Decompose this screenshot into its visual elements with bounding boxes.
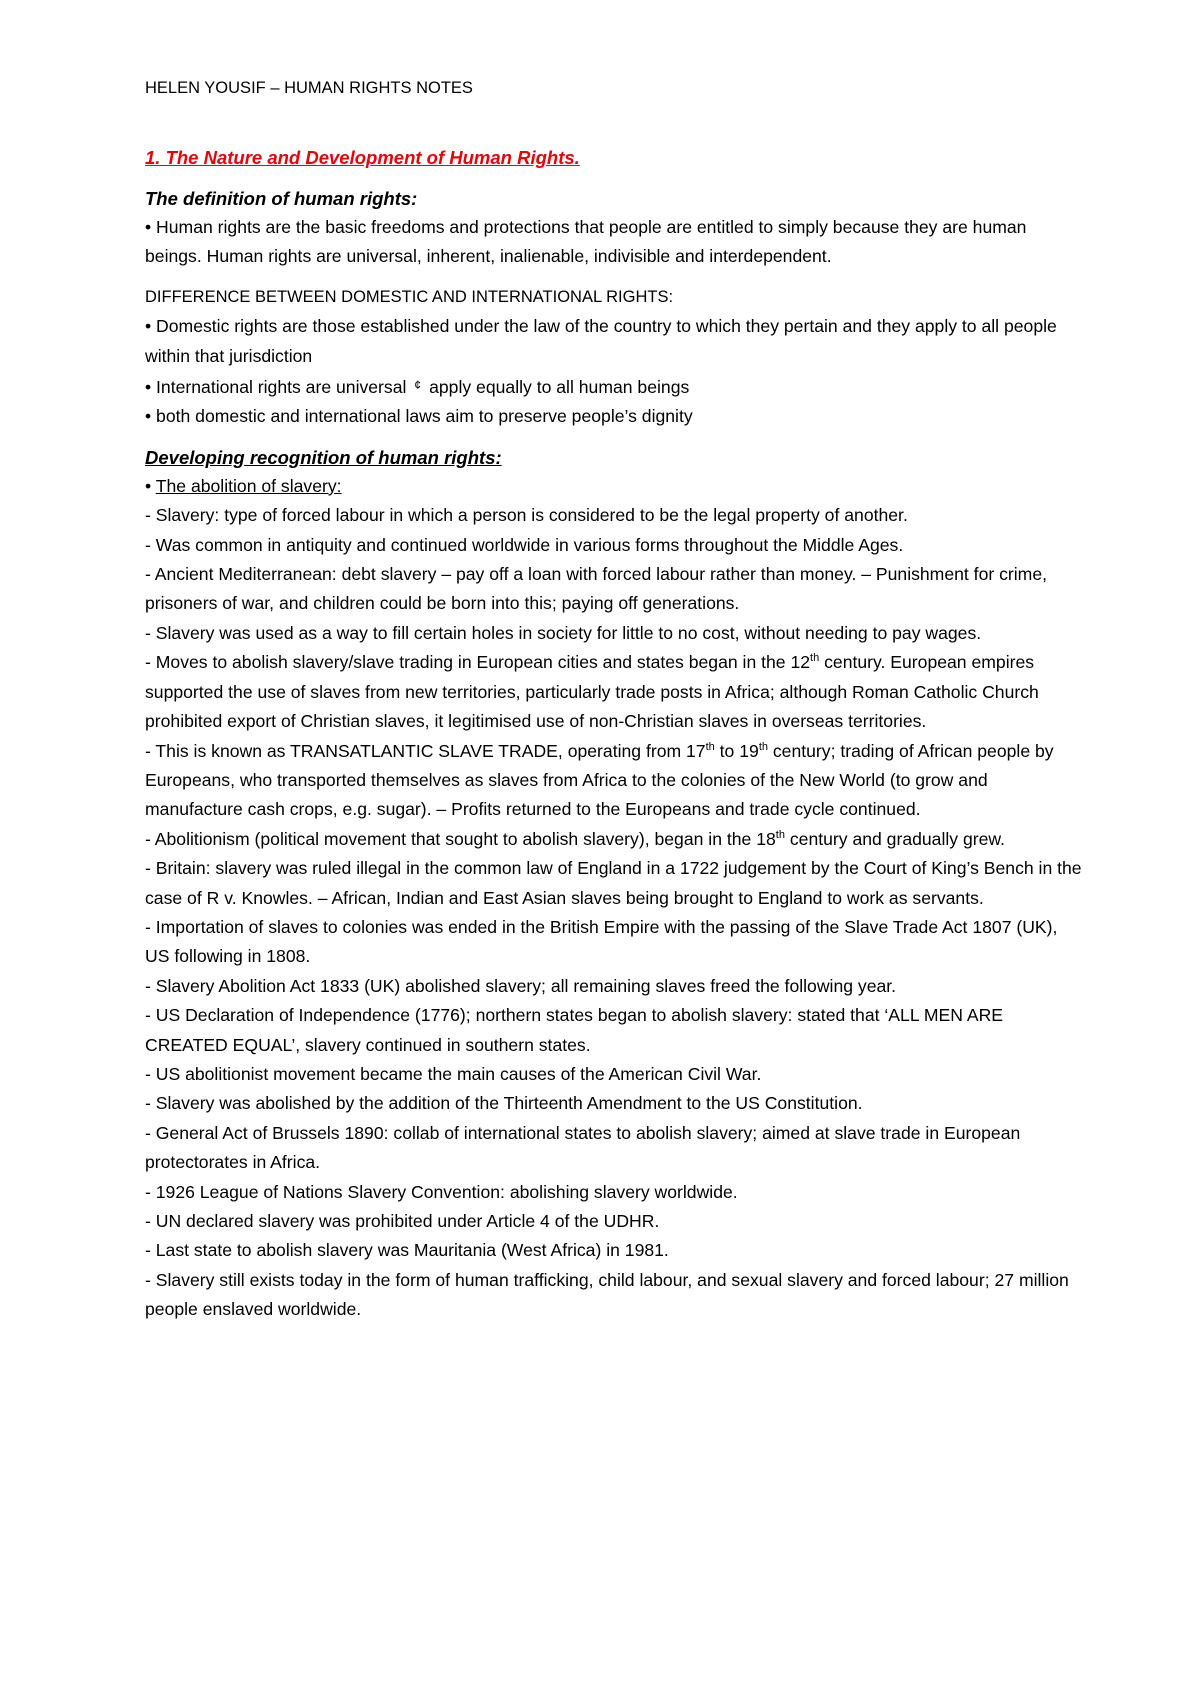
slavery-line-14: - General Act of Brussels 1890: collab of international states to abolish slavery; aimed at slave trade in European protectorates in Africa. (145, 1122, 1021, 1173)
slavery-line-9: - Importation of slaves to colonies was ended in the British Empire with the passing of the Slave Trade Act 1807 (UK), US following in 1808. (145, 916, 1058, 967)
difference-bullet-dignity: • both domestic and international laws aim to preserve people’s dignity (145, 406, 693, 427)
slavery-line-6 (145, 737, 1085, 825)
slavery-line-10: - Slavery Abolition Act 1833 (UK) abolished slavery; all remaining slaves freed the following year. (145, 975, 897, 996)
slavery-line-8: - Britain: slavery was ruled illegal in the common law of England in a 1722 judgement by the Court of King’s Bench in the case of R v. Knowles. – African, Indian and East Asian slaves being brought to England to work as servants. (145, 858, 1082, 908)
definition-text: • Human rights are the basic freedoms and protections that people are entitled to simply because they are human beings. Human rights are universal, inherent, inalienable, indivisible and interdependent. (145, 217, 1027, 267)
superscript-th: th (810, 652, 820, 665)
slavery-line-15: - 1926 League of Nations Slavery Convention: abolishing slavery worldwide. (145, 1181, 738, 1202)
slavery-line-2: - Was common in antiquity and continued worldwide in various forms throughout the Middle Ages. (145, 534, 904, 555)
difference-block (145, 283, 1085, 432)
difference-heading: DIFFERENCE BETWEEN DOMESTIC AND INTERNATIONAL RIGHTS: (145, 287, 674, 306)
superscript-th: th (758, 740, 768, 753)
difference-bullet-international (145, 371, 1085, 402)
slavery-line-13: - Slavery was abolished by the addition of the Thirteenth Amendment to the US Constitution. (145, 1093, 863, 1114)
difference-bullet-domestic: • Domestic rights are those established under the law of the country to which they pertain and they apply to all people within that jurisdiction (145, 316, 1057, 366)
slavery-line-5-a: - Moves to abolish slavery/slave trading in European cities and states began in the 12 (145, 652, 811, 673)
section-title: 1. The Nature and Development of Human Rights. (145, 147, 580, 168)
definition-heading: The definition of human rights: (145, 188, 418, 209)
slavery-line-6-b: to 19 (714, 740, 759, 761)
slavery-line-6-c: century; trading of African people by Europeans, who transported themselves as slaves from Africa to the colonies of the New World (to grow and manufacture cash crops, e.g. sugar). – Profits returned to the Europeans and trade cycle continued. (145, 740, 1054, 820)
slavery-line-3: - Ancient Mediterranean: debt slavery – pay off a loan with forced labour rather than money. – Punishment for crime, prisoners of war, and children could be born into this; paying off generations. (145, 564, 1047, 614)
slavery-line-7 (145, 825, 1085, 854)
abolition-label: The abolition of slavery: (155, 475, 342, 496)
slavery-line-4: - Slavery was used as a way to fill certain holes in society for little to no cost, without needing to pay wages. (145, 622, 982, 643)
slavery-line-7-b: century and gradually grew. (784, 828, 1006, 849)
slavery-line-18: - Slavery still exists today in the form of human trafficking, child labour, and sexual slavery and forced labour; 27 million people enslaved worldwide. (145, 1269, 1069, 1320)
developing-block (145, 443, 1085, 1325)
superscript-th: th (775, 828, 785, 841)
abolition-bullet-prefix: • (145, 475, 156, 496)
abolition-bullet (145, 472, 1085, 501)
slavery-line-16: - UN declared slavery was prohibited under Article 4 of the UDHR. (145, 1211, 660, 1231)
definition-block (145, 184, 1085, 272)
slavery-line-17: - Last state to abolish slavery was Mauritania (West Africa) in 1981. (145, 1240, 669, 1261)
developing-heading: Developing recognition of human rights: (145, 446, 502, 468)
slavery-line-5 (145, 648, 1085, 736)
difference-bullet-international-text-2: apply equally to all human beings (429, 377, 690, 398)
slavery-line-12: - US abolitionist movement became the main causes of the American Civil War. (145, 1063, 762, 1084)
slavery-line-5-b: century. European empires supported the use of slaves from new territories, particularly trade posts in Africa; although Roman Catholic Church prohibited export of Christian slaves, it legitimised use of non-Christian slaves in overseas territories. (145, 652, 1039, 732)
cent-symbol: ¢ (414, 378, 422, 393)
slavery-line-7-a: - Abolitionism (political movement that sought to abolish slavery), began in the 18 (145, 828, 776, 849)
slavery-line-11: - US Declaration of Independence (1776); northern states began to abolish slavery: stated that ‘ALL MEN ARE CREATED EQUAL’, slavery continued in southern states. (145, 1005, 1004, 1055)
document-page (145, 75, 1085, 1336)
difference-bullet-international-text: • International rights are universal (145, 377, 407, 398)
slavery-line-1: - Slavery: type of forced labour in which a person is considered to be the legal property of another. (145, 505, 908, 526)
document-header: HELEN YOUSIF – HUMAN RIGHTS NOTES (145, 79, 473, 97)
slavery-line-6-a: - This is known as TRANSATLANTIC SLAVE TRADE, operating from 17 (145, 740, 706, 761)
superscript-th: th (705, 740, 715, 753)
